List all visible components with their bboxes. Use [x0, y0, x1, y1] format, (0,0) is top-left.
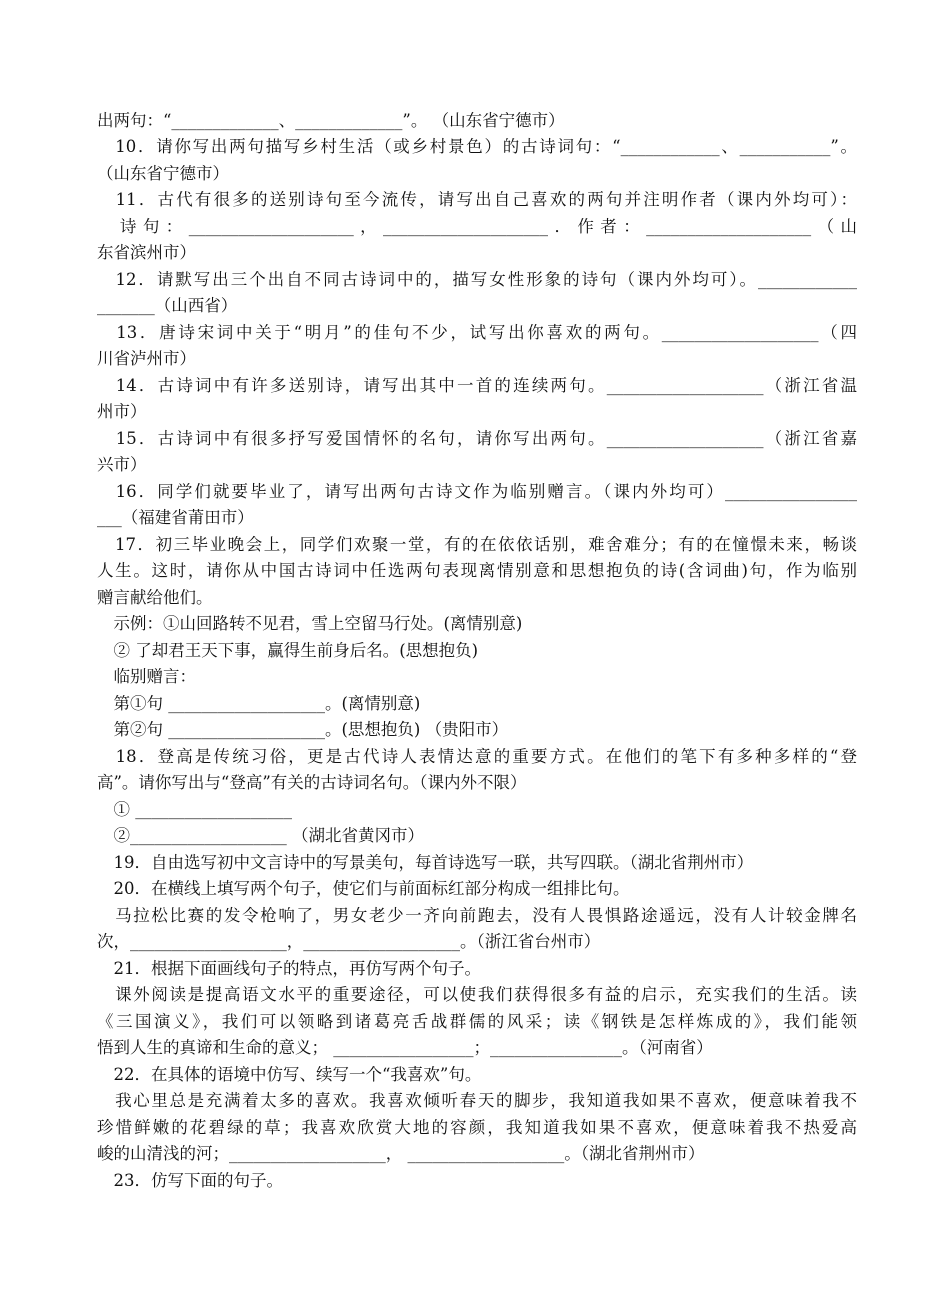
text-line: 我心里总是充满着太多的喜欢。我喜欢倾听春天的脚步，我知道我如果不喜欢，便意味着我不	[97, 1091, 857, 1110]
question-19: 19．自由选写初中文言诗中的写景美句，每首诗选写一联，共写四联。（湖北省荆州市）	[97, 853, 754, 872]
question-20: 20．在横线上填写两个句子，使它们与前面标红部分构成一组排比句。	[97, 879, 630, 898]
text-line: 次，___________________，___________________。（浙江省台州市）	[97, 932, 601, 951]
text-line: 诗句：____________________，____________________．作者：____________________（山	[97, 217, 857, 236]
question-23: 23．仿写下面的句子。	[97, 1171, 283, 1190]
question-21: 21．根据下面画线句子的特点，再仿写两个句子。	[97, 959, 481, 978]
text-line: 东省滨州市）	[97, 243, 196, 262]
text-line: 第②句 ___________________。(思想抱负) （贵阳市）	[97, 720, 509, 739]
text-line: （山东省宁德市）	[97, 164, 229, 183]
text-line: 高”。请你写出与“登高”有关的古诗词名句。（课内外不限）	[97, 773, 527, 792]
text-line: 赠言献给他们。	[97, 588, 213, 607]
text-line: ② 了却君王天下事，赢得生前身后名。(思想抱负)	[97, 641, 479, 660]
text-line: 《三国演义》，我们可以领略到诸葛亮舌战群儒的风采；读《钢铁是怎样炼成的》，我们能领	[97, 1012, 857, 1031]
question-11: 11．古代有很多的送别诗句至今流传，请写出自己喜欢的两句并注明作者（课内外均可）：	[97, 190, 857, 209]
text-line: 峻的山清浅的河；___________________， ___________________。（湖北省荆州市）	[97, 1144, 705, 1163]
text-line: 兴市）	[97, 455, 147, 474]
text-line: _______（山西省）	[97, 296, 238, 315]
text-line: 川省泸州市）	[97, 349, 196, 368]
text-line: 马拉松比赛的发令枪响了，男女老少一齐向前跑去，没有人畏惧路途遥远，没有人计较金牌名	[97, 906, 857, 925]
question-10: 10．请你写出两句描写乡村生活（或乡村景色）的古诗词句：“____________、___________”。	[97, 137, 857, 156]
question-16: 16．同学们就要毕业了，请写出两句古诗文作为临别赠言。（课内外均可）________________	[97, 482, 857, 501]
text-line: ① ___________________	[97, 800, 292, 819]
text-line: 人生。这时，请你从中国古诗词中任选两句表现离情别意和思想抱负的诗(含词曲)句，作为临别	[97, 561, 857, 580]
text-line: 珍惜鲜嫩的花碧绿的草；我喜欢欣赏大地的容颜，我知道我如果不喜欢，便意味着我不热爱高	[97, 1118, 857, 1137]
question-22: 22．在具体的语境中仿写、续写一个“我喜欢”句。	[97, 1065, 482, 1084]
text-line: 临别赠言：	[97, 667, 196, 686]
text-line: 悟到人生的真谛和生命的意义； _________________；________________。（河南省）	[97, 1038, 713, 1057]
text-line: 第①句 ___________________。(离情别意)	[97, 694, 421, 713]
text-line: ___（福建省莆田市）	[97, 508, 254, 527]
text-line: ②___________________ （湖北省黄冈市）	[97, 826, 424, 845]
text-line: 课外阅读是提高语文水平的重要途径，可以使我们获得很多有益的启示，充实我们的生活。读	[97, 985, 857, 1004]
question-15: 15．古诗词中有很多抒写爱国情怀的名句，请你写出两句。___________________（浙江省嘉	[97, 429, 857, 448]
question-14: 14．古诗词中有许多送别诗，请写出其中一首的连续两句。___________________（浙江省温	[97, 376, 857, 395]
question-12: 12．请默写出三个出自不同古诗词中的，描写女性形象的诗句（课内外均可）。____________	[97, 270, 857, 289]
question-13: 13．唐诗宋词中关于“明月”的佳句不少，试写出你喜欢的两句。___________________（四	[97, 323, 857, 342]
text-line: 州市）	[97, 402, 147, 421]
question-17: 17．初三毕业晚会上，同学们欢聚一堂，有的在依依话别，难舍难分；有的在憧憬未来，畅谈	[97, 535, 857, 554]
text-line: 出两句：“_____________、_____________”。 （山东省宁德市）	[97, 111, 565, 130]
text-line: 示例：①山回路转不见君，雪上空留马行处。(离情别意)	[97, 614, 523, 633]
question-18: 18．登高是传统习俗，更是古代诗人表情达意的重要方式。在他们的笔下有多种多样的“登	[97, 747, 857, 766]
